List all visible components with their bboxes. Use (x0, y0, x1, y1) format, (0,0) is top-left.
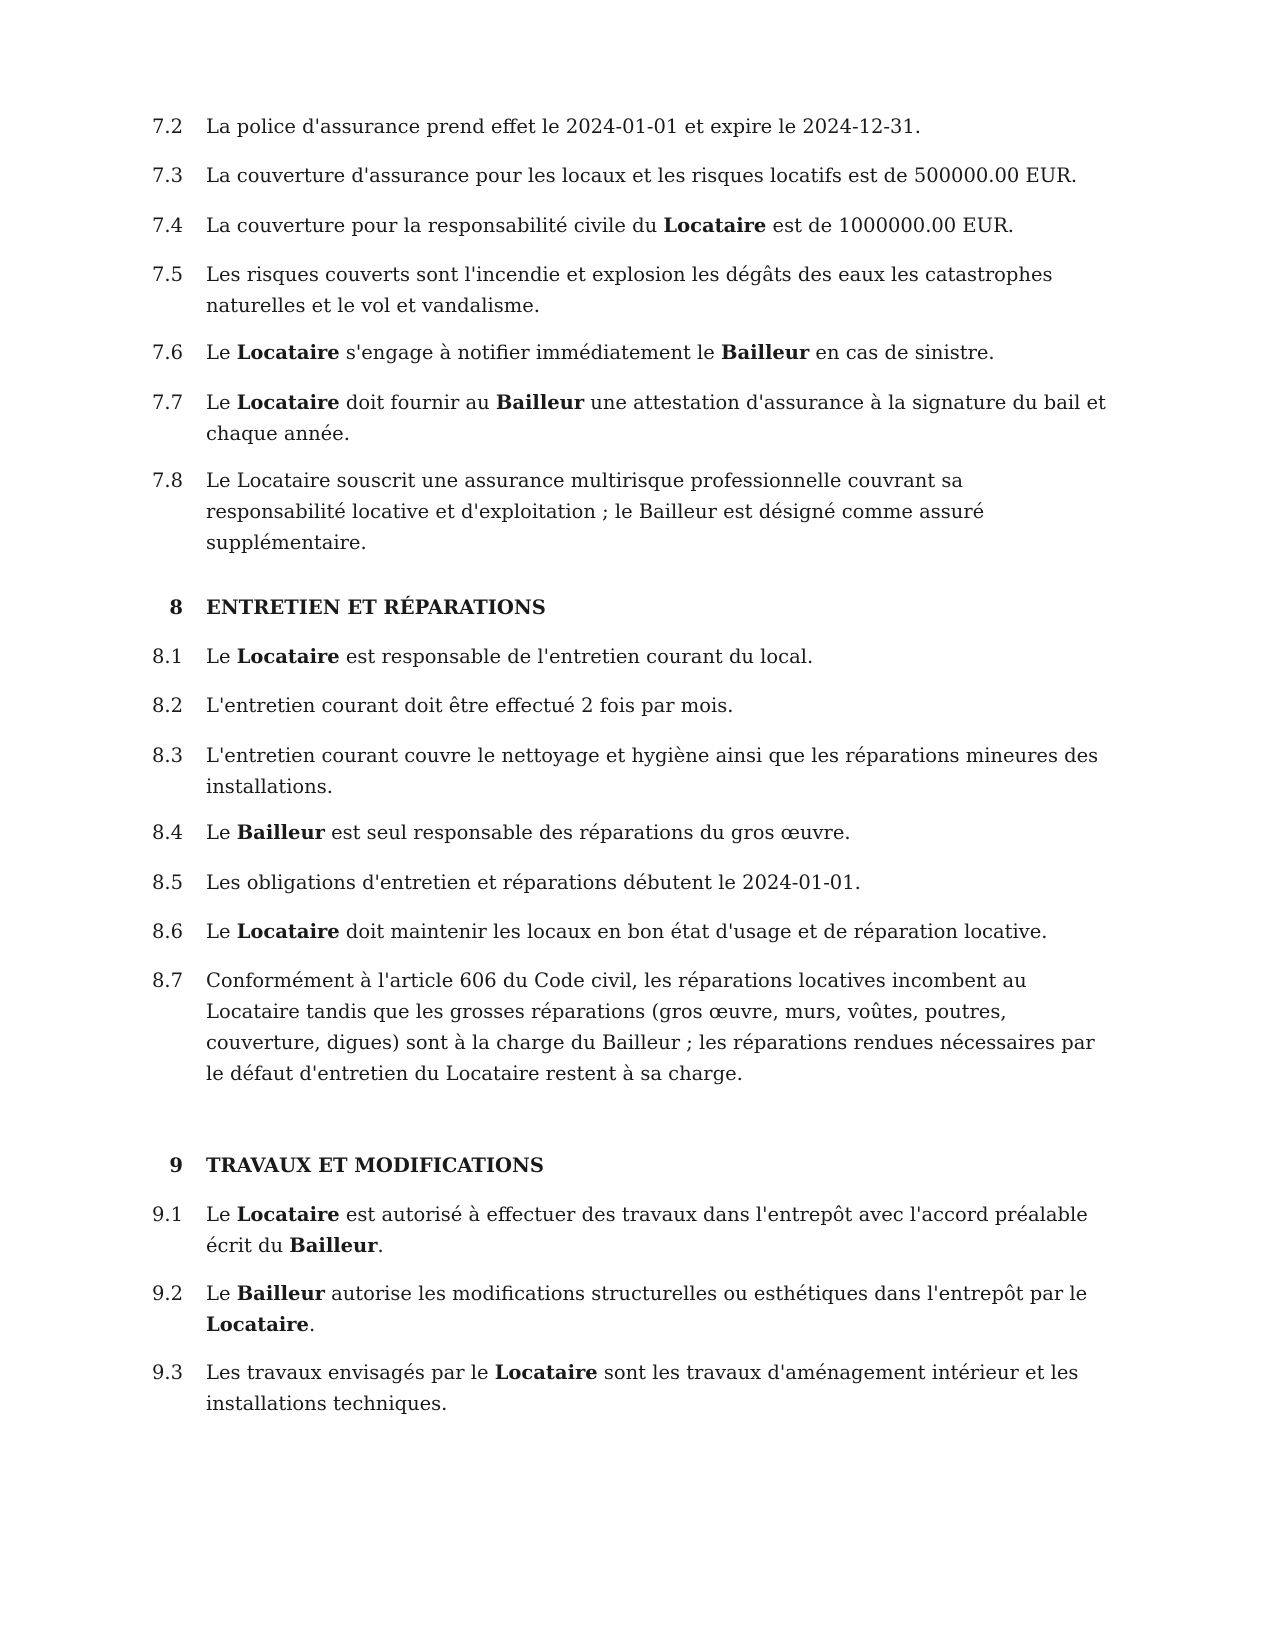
party-name-bold: Locataire (236, 920, 340, 943)
clause-text (206, 387, 1106, 449)
clause-number: 7.3 (152, 164, 184, 187)
clause-text-part: La couverture pour la responsabilité civile du (206, 214, 664, 237)
clause-text-part: Les travaux envisagés par le (206, 1361, 495, 1384)
party-name-bold: Locataire (236, 391, 340, 414)
clause-text-part: Le (206, 341, 237, 364)
party-name-bold: Bailleur (289, 1234, 378, 1257)
party-name-bold: Locataire (236, 1203, 340, 1226)
clause-text-part: doit maintenir les locaux en bon état d'usage et de réparation locative. (339, 920, 1048, 943)
party-name-bold: Locataire (663, 214, 767, 237)
clause-text-part: . (377, 1234, 384, 1257)
clause-text-part: La couverture d'assurance pour les locaux et les risques locatifs est de 500000.00 EUR. (206, 164, 1078, 187)
clause-number: 8.7 (152, 969, 184, 992)
clause-text-part: doit fournir au (339, 391, 496, 414)
clause-text (206, 210, 1106, 241)
clause-number: 8.6 (152, 920, 184, 943)
clause-text-part: Le (206, 391, 237, 414)
clause-text (206, 1199, 1106, 1261)
party-name-bold: Bailleur (236, 821, 325, 844)
clause-text (206, 965, 1106, 1089)
clause-number: 7.2 (152, 115, 184, 138)
clause-text (206, 259, 1106, 321)
section-number: 9 (169, 1154, 183, 1177)
clause-number: 7.7 (152, 391, 184, 414)
clause-text (206, 1278, 1106, 1340)
clause-text-part: Les obligations d'entretien et réparations débutent le 2024-01-01. (206, 871, 861, 894)
clause-number: 8.2 (152, 694, 184, 717)
clause-text-part: Le (206, 1282, 237, 1305)
section-number: 8 (169, 596, 183, 619)
party-name-bold: Bailleur (721, 341, 810, 364)
clause-text-part: Le (206, 821, 237, 844)
clause-text-part: Les risques couverts sont l'incendie et explosion les dégâts des eaux les catastrophes naturelles et le vol et vandalisme. (206, 263, 1053, 317)
clause-text (206, 641, 1106, 672)
clause-text-part: sont les travaux d'aménagement intérieur et les installations techniques. (206, 1361, 1079, 1415)
clause-text-part: en cas de sinistre. (809, 341, 995, 364)
clause-text (206, 160, 1106, 191)
clause-number: 9.1 (152, 1203, 184, 1226)
clause-number: 8.4 (152, 821, 184, 844)
clause-text (206, 1357, 1106, 1419)
clause-text-part: . (308, 1313, 316, 1336)
clause-number: 7.4 (152, 214, 184, 237)
clause-number: 8.1 (152, 645, 184, 668)
party-name-bold: Locataire (236, 341, 340, 364)
clause-number: 8.5 (152, 871, 184, 894)
clause-text-part: L'entretien courant couvre le nettoyage et hygiène ainsi que les réparations mineures des installations. (206, 744, 1099, 798)
clause-text (206, 111, 1106, 142)
clause-text-part: La police d'assurance prend effet le 2024-01-01 et expire le 2024-12-31. (206, 115, 921, 138)
clause-text (206, 740, 1106, 802)
clause-text (206, 817, 1106, 848)
clause-text-part: autorise les modifications structurelles ou esthétiques dans l'entrepôt par le (324, 1282, 1088, 1305)
clause-text-part: est seul responsable des réparations du gros œuvre. (324, 821, 851, 844)
clause-text-part: est autorisé à effectuer des travaux dans l'entrepôt avec l'accord préalable écrit du (206, 1203, 1088, 1257)
clause-number: 7.5 (152, 263, 184, 286)
clause-text-part: est de 1000000.00 EUR. (766, 214, 1014, 237)
clause-text-part: Le (206, 1203, 237, 1226)
party-name-bold: Locataire (206, 1313, 309, 1336)
clause-number: 7.8 (152, 469, 184, 492)
clause-text-part: s'engage à notifier immédiatement le (339, 341, 722, 364)
clause-text (206, 337, 1106, 368)
party-name-bold: Locataire (236, 645, 340, 668)
clause-text-part: une attestation d'assurance à la signature du bail et chaque année. (206, 391, 1106, 445)
clause-number: 8.3 (152, 744, 184, 767)
clause-text-part: est responsable de l'entretien courant du local. (339, 645, 814, 668)
clause-text-part: L'entretien courant doit être effectué 2 fois par mois. (206, 694, 734, 717)
clause-text-part: Le Locataire souscrit une assurance multirisque professionnelle couvrant sa responsabilité locative et d'exploitation ; le Bailleur est désigné comme assuré supplémentaire. (206, 469, 985, 554)
party-name-bold: Bailleur (236, 1282, 325, 1305)
section-title: TRAVAUX ET MODIFICATIONS (206, 1154, 544, 1177)
clause-text-part: Conformément à l'article 606 du Code civil, les réparations locatives incombent au Locataire tandis que les grosses réparations (gros œuvre, murs, voûtes, poutres, couverture, digues) sont à la charge du Bailleur ; les réparations rendues nécessaires par le défaut d'entretien du Locataire restent à sa charge. (206, 969, 1095, 1085)
clause-number: 9.3 (152, 1361, 184, 1384)
clause-number: 7.6 (152, 341, 184, 364)
clause-text (206, 867, 1106, 898)
clause-text-part: Le (206, 645, 237, 668)
clause-text (206, 916, 1106, 947)
clause-text (206, 690, 1106, 721)
section-title: ENTRETIEN ET RÉPARATIONS (206, 596, 546, 619)
clause-text (206, 465, 1106, 558)
party-name-bold: Bailleur (495, 391, 585, 414)
clause-text-part: Le (206, 920, 237, 943)
party-name-bold: Locataire (494, 1361, 598, 1384)
clause-number: 9.2 (152, 1282, 184, 1305)
